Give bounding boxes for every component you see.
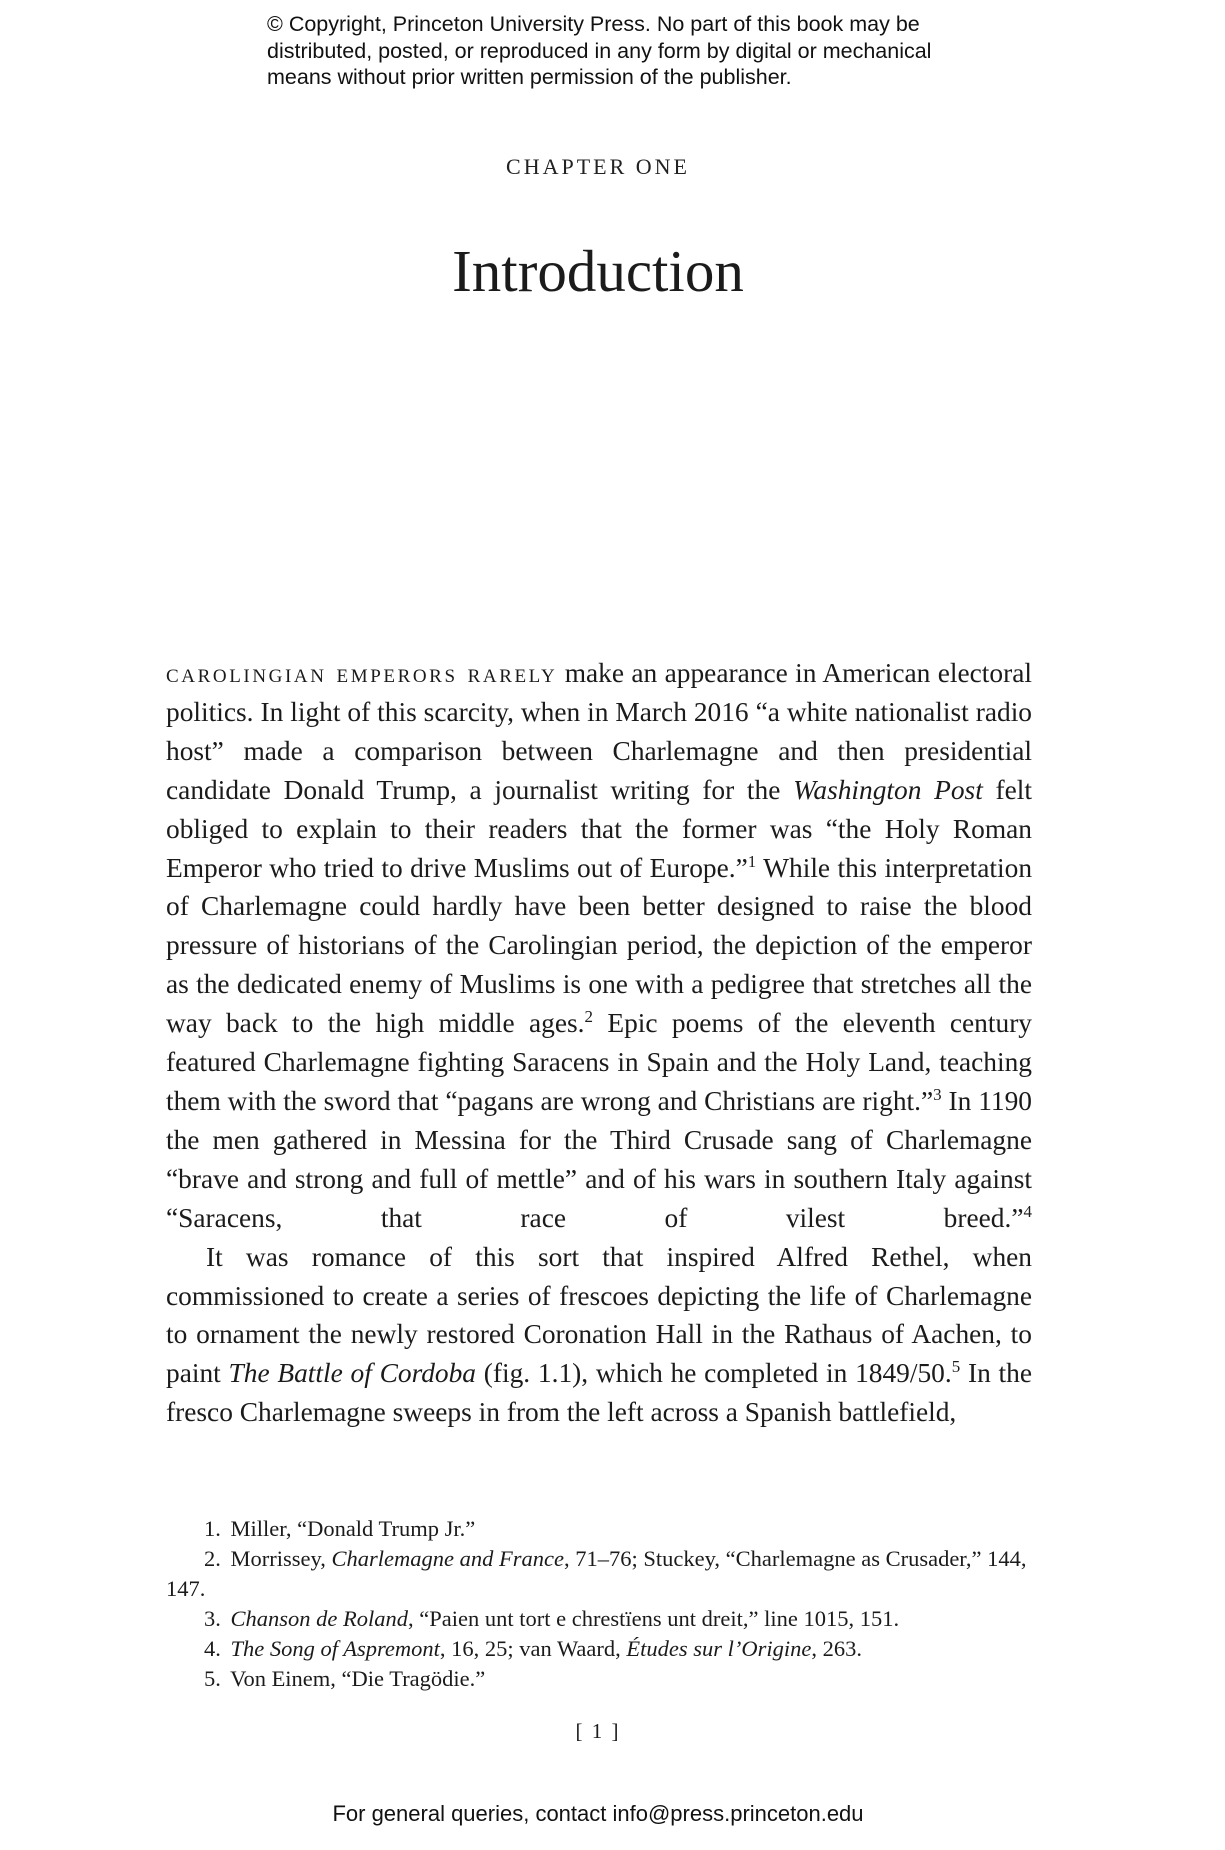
paragraph-text: (fig. 1.1), which he completed in 1849/50. [476, 1358, 952, 1389]
footnote-number: 2. [204, 1546, 221, 1571]
footnote-number: 1. [204, 1516, 221, 1541]
footnote-number: 5. [204, 1666, 221, 1691]
note-reference: 5 [951, 1357, 961, 1377]
note-reference: 1 [747, 851, 757, 871]
footnote-number: 3. [204, 1606, 221, 1631]
paragraph-1 [166, 654, 1032, 1238]
footnote-5 [166, 1664, 1032, 1694]
italic-title: The Battle of Cordoba [228, 1358, 476, 1389]
copyright-line: distributed, posted, or reproduced in any form by digital or mechanical [267, 38, 932, 63]
footnote-text: Morrissey, [224, 1546, 332, 1571]
copyright-line: © Copyright, Princeton University Press. No part of this book may be [267, 12, 920, 36]
copyright-notice [267, 11, 1027, 91]
footnote-1 [166, 1514, 1032, 1544]
paragraph-2 [166, 1238, 1032, 1433]
paragraph-text: It was romance of this sort that inspired Alfred Rethel, when commissioned to create a series of frescoes depicting the life of Charlemagne to ornament the newly restored Coronation Hall in the Rathaus of Aachen, to paint [166, 1241, 1032, 1389]
footnote-text: , 263. [811, 1636, 862, 1661]
chapter-title: Introduction [452, 238, 744, 304]
body-text [166, 654, 1032, 1432]
paragraph-text: Epic poems of the eleventh century featured Charlemagne fighting Saracens in Spain and the Holy Land, teaching them with the sword that “pagans are wrong and Christians are right.” [166, 1008, 1033, 1116]
footnote-3 [166, 1604, 1032, 1634]
footnotes [166, 1514, 1032, 1694]
footnote-text: , 16, 25; van Waard, [439, 1636, 627, 1661]
footnote-2 [166, 1544, 1032, 1604]
footnote-italic: Chanson de Roland [230, 1606, 408, 1631]
footnote-italic: Études sur l’Origine [626, 1636, 812, 1661]
italic-title: Washington Post [793, 774, 983, 805]
note-reference: 3 [933, 1084, 942, 1104]
paragraph-text: While this interpretation of Charlemagne could hardly have been better designed to raise the blood pressure of historians of the Carolingian period, the depiction of the emperor as the dedicated enemy of Muslims is one with a pedigree that stretches all the way back to the high middle ages. [166, 852, 1033, 1039]
paragraph-text: make an appearance in American electoral politics. In light of this scarcity, when in March 2016 “a white nationalist radio host” made a comparison between Charlemagne and then presidential candidate Donald Trump, a journalist writing for the [166, 658, 1032, 805]
footnote-text: Miller, “Donald Trump Jr.” [224, 1516, 476, 1541]
footnote-italic: The Song of Aspremont [230, 1636, 440, 1661]
paragraph-text: felt obliged to explain to their readers that the former was “the Holy Roman Emperor who tried to drive Muslims out of Europe.” [166, 774, 1032, 883]
footnote-text: Von Einem, “Die Tragödie.” [224, 1666, 486, 1691]
opening-small-caps: carolingian emperors rarely [166, 658, 558, 688]
footnote-number: 4. [204, 1636, 221, 1661]
note-reference: 4 [1023, 1201, 1032, 1221]
footnote-text: , 71–76; Stuckey, “Charlemagne as Crusader,” 144, 147. [166, 1546, 1027, 1601]
paragraph-text: In 1190 the men gathered in Messina for the Third Crusade sang of Charlemagne “brave and strong and full of mettle” and of his wars in southern Italy against “Saracens, that race of vilest breed.” [166, 1085, 1032, 1233]
page-number: [ 1 ] [575, 1719, 621, 1743]
copyright-line: means without prior written permission of the publisher. [267, 65, 792, 89]
footnote-text: , “Paien unt tort e chrestïens unt dreit,” line 1015, 151. [408, 1606, 900, 1631]
footer-contact: For general queries, contact info@press.princeton.edu [332, 1801, 864, 1826]
footnote-4 [166, 1634, 1032, 1664]
footnote-italic: Charlemagne and France [331, 1546, 564, 1571]
note-reference: 2 [584, 1007, 593, 1027]
paragraph-text: In the fresco Charlemagne sweeps in from the left across a Spanish battlefield, [166, 1358, 1032, 1428]
chapter-label: CHAPTER ONE [506, 154, 690, 179]
